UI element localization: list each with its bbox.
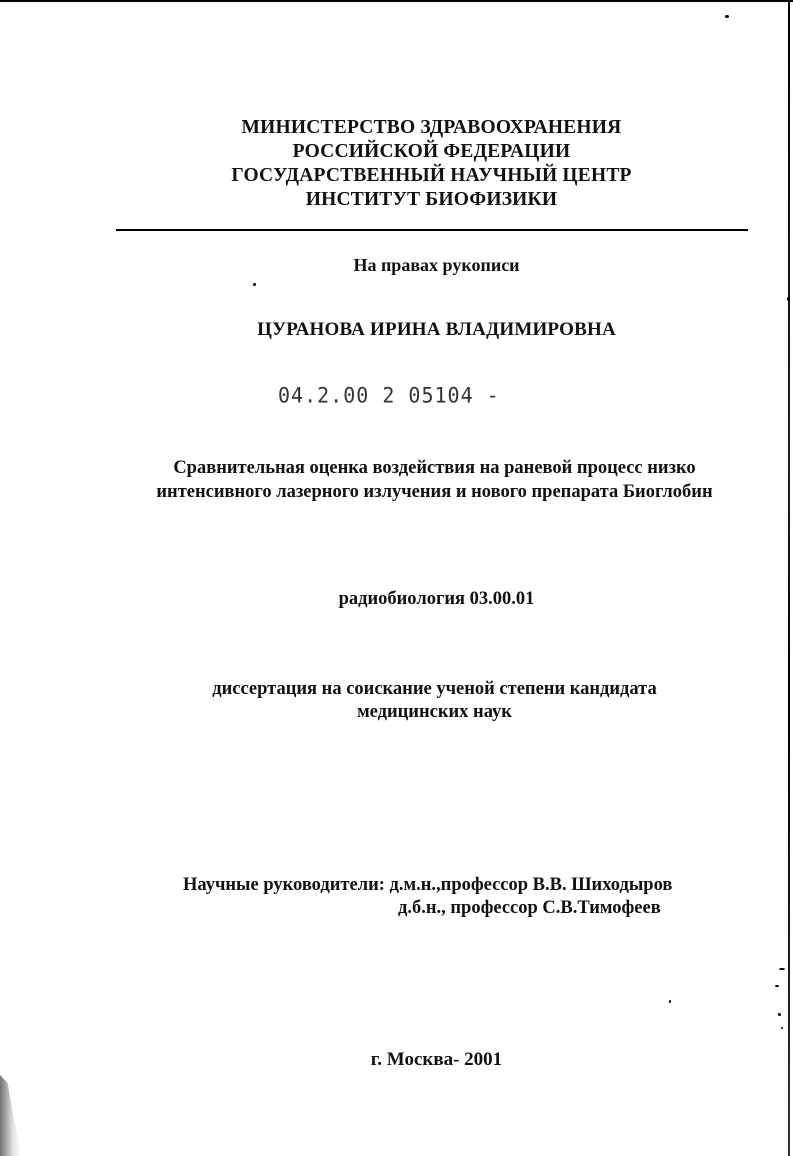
scan-speck (781, 1027, 783, 1029)
degree-line: диссертация на соискание ученой степени кандидата (212, 679, 657, 699)
scan-speck (779, 968, 785, 970)
scan-speck (775, 985, 779, 987)
scan-top-edge (0, 0, 793, 2)
header-line: ИНСТИТУТ БИОФИЗИКИ (305, 189, 558, 210)
header-line: ГОСУДАРСТВЕННЫЙ НАУЧНЫЙ ЦЕНТР (231, 165, 632, 186)
scan-speck (253, 283, 256, 286)
registration-code: 04.2.00 2 05104 - (278, 382, 500, 408)
degree-line: медицинских наук (357, 702, 512, 722)
header-divider (116, 229, 748, 231)
title-line: Сравнительная оценка воздействия на раневой процесс низко (173, 458, 696, 478)
supervisor-line: д.б.н., профессор С.В.Тимофеев (398, 898, 661, 918)
scan-corner-shadow (0, 1075, 22, 1156)
scan-speck (778, 1013, 781, 1016)
institution-header (50, 116, 793, 212)
dissertation-title (38, 456, 793, 504)
supervisor-line: Научные руководители: д.м.н.,профессор В.В. Шиходыров (183, 875, 673, 895)
supervisors (183, 874, 672, 920)
author-name: ЦУРАНОВА ИРИНА ВЛАДИМИРОВНА (257, 319, 616, 340)
specialty: радиобиология 03.00.01 (338, 589, 535, 609)
degree-statement (38, 678, 793, 724)
scan-speck (725, 15, 729, 18)
header-line: РОССИЙСКОЙ ФЕДЕРАЦИИ (292, 141, 571, 162)
scan-speck (669, 1000, 671, 1003)
title-line: интенсивного лазерного излучения и нового препарата Биоглобин (156, 482, 713, 502)
manuscript-rights: На правах рукописи (353, 255, 520, 275)
city-year: г. Москва- 2001 (370, 1049, 503, 1070)
scan-speck (787, 297, 790, 301)
header-line: МИНИСТЕРСТВО ЗДРАВООХРАНЕНИЯ (241, 117, 622, 138)
